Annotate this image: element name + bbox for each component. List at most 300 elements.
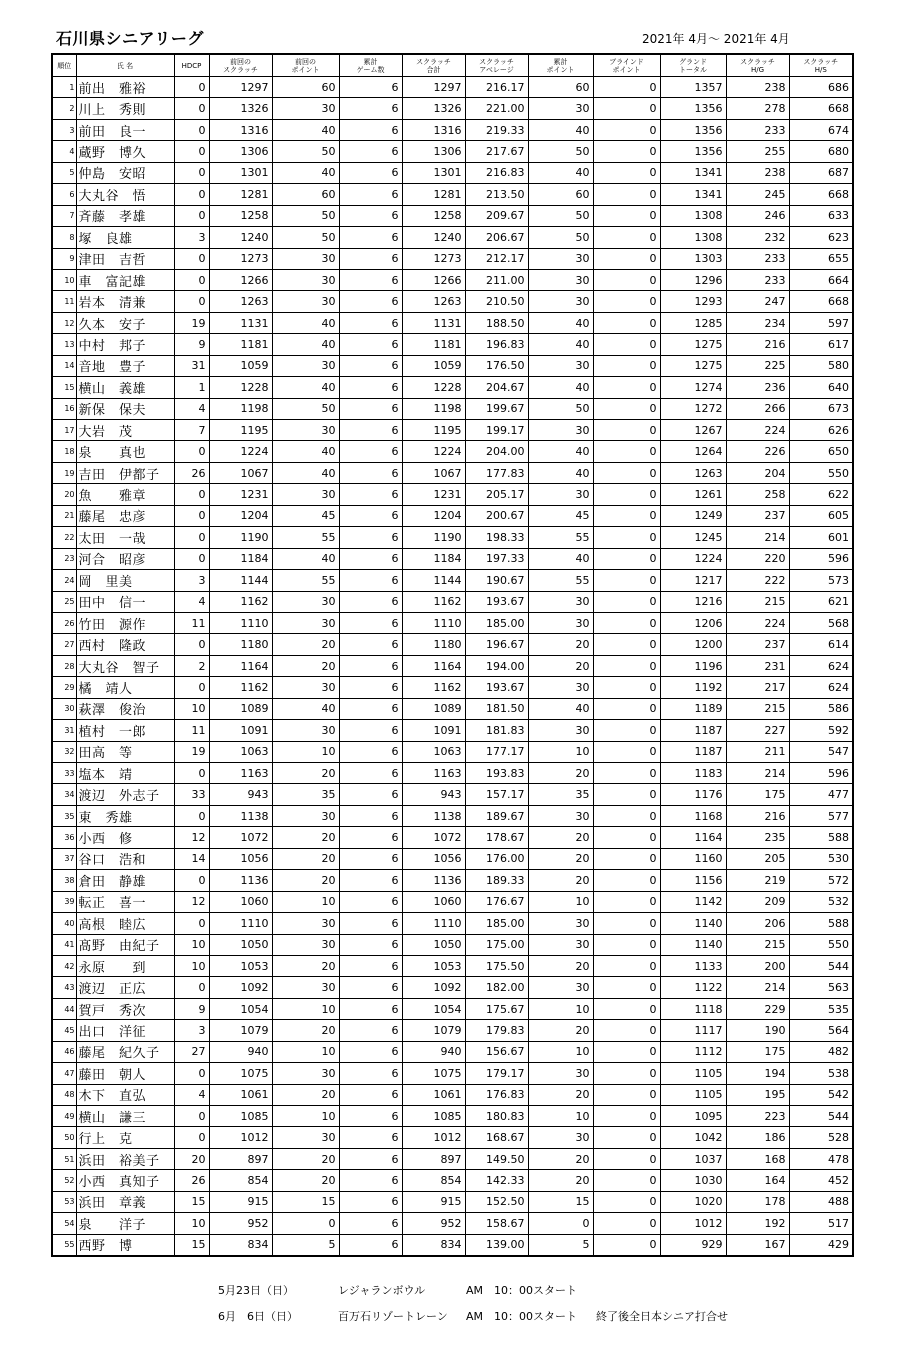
cell-scratch-hs: 564	[789, 1020, 853, 1041]
cell-scratch-average: 193.67	[465, 677, 528, 698]
cell-total-point: 20	[528, 870, 593, 891]
cell-hdcp: 0	[174, 98, 209, 119]
cell-name: 河合 昭彦	[76, 548, 174, 569]
cell-prev-scratch: 1184	[209, 548, 272, 569]
cell-scratch-hs: 568	[789, 612, 853, 633]
cell-total-games: 6	[339, 955, 402, 976]
cell-scratch-hg: 224	[726, 420, 789, 441]
period-label: 2021年 4月～ 2021年 4月	[642, 32, 790, 46]
cell-hdcp: 15	[174, 1191, 209, 1212]
cell-hdcp: 0	[174, 677, 209, 698]
cell-scratch-average: 175.00	[465, 934, 528, 955]
cell-scratch-average: 211.00	[465, 269, 528, 290]
cell-total-point: 55	[528, 527, 593, 548]
cell-scratch-average: 185.00	[465, 913, 528, 934]
cell-grand-total: 1118	[660, 998, 726, 1019]
cell-hdcp: 0	[174, 763, 209, 784]
cell-name: 横山 義雄	[76, 377, 174, 398]
cell-total-point: 20	[528, 848, 593, 869]
cell-total-point: 60	[528, 77, 593, 98]
cell-total-games: 6	[339, 1063, 402, 1084]
cell-scratch-hg: 258	[726, 484, 789, 505]
cell-prev-scratch: 1231	[209, 484, 272, 505]
cell-blind-point: 0	[593, 462, 660, 483]
cell-name: 倉田 静雄	[76, 870, 174, 891]
table-row	[52, 548, 853, 569]
cell-scratch-hs: 550	[789, 934, 853, 955]
cell-scratch-hg: 211	[726, 741, 789, 762]
cell-scratch-average: 197.33	[465, 548, 528, 569]
cell-name: 植村 一郎	[76, 720, 174, 741]
cell-prev-scratch: 1144	[209, 570, 272, 591]
cell-scratch-hs: 542	[789, 1084, 853, 1105]
cell-prev-scratch: 1240	[209, 227, 272, 248]
cell-name: 新保 保夫	[76, 398, 174, 419]
cell-total-point: 30	[528, 484, 593, 505]
cell-scratch-hs: 528	[789, 1127, 853, 1148]
cell-scratch-hs: 477	[789, 784, 853, 805]
table-row	[52, 698, 853, 719]
cell-name: 竹田 源作	[76, 612, 174, 633]
cell-scratch-average: 193.83	[465, 763, 528, 784]
cell-name: 太田 一哉	[76, 527, 174, 548]
cell-name: 渡辺 正広	[76, 977, 174, 998]
cell-total-games: 6	[339, 827, 402, 848]
cell-prev-scratch: 1060	[209, 891, 272, 912]
cell-scratch-hg: 178	[726, 1191, 789, 1212]
cell-total-point: 20	[528, 763, 593, 784]
cell-name: 川上 秀則	[76, 98, 174, 119]
cell-total-point: 5	[528, 1234, 593, 1256]
cell-rank: 15	[52, 377, 76, 398]
cell-scratch-hs: 623	[789, 227, 853, 248]
cell-scratch-total: 897	[402, 1148, 465, 1169]
cell-scratch-total: 943	[402, 784, 465, 805]
cell-scratch-hg: 227	[726, 720, 789, 741]
cell-blind-point: 0	[593, 1041, 660, 1062]
cell-total-games: 6	[339, 141, 402, 162]
cell-scratch-hs: 488	[789, 1191, 853, 1212]
cell-name: 田高 等	[76, 741, 174, 762]
cell-total-games: 6	[339, 377, 402, 398]
cell-scratch-hs: 650	[789, 441, 853, 462]
cell-grand-total: 1356	[660, 119, 726, 140]
table-row	[52, 1191, 853, 1212]
cell-hdcp: 0	[174, 805, 209, 826]
cell-hdcp: 20	[174, 1148, 209, 1169]
schedule-venue: 百万石リゾートレーン	[338, 1310, 448, 1323]
cell-blind-point: 0	[593, 291, 660, 312]
cell-scratch-hg: 195	[726, 1084, 789, 1105]
cell-total-games: 6	[339, 848, 402, 869]
cell-hdcp: 14	[174, 848, 209, 869]
cell-scratch-total: 1063	[402, 741, 465, 762]
cell-total-point: 40	[528, 312, 593, 333]
cell-name: 大岩 茂	[76, 420, 174, 441]
header-row	[52, 54, 853, 77]
table-row	[52, 312, 853, 333]
cell-rank: 22	[52, 527, 76, 548]
cell-rank: 51	[52, 1148, 76, 1169]
cell-name: 魚 雅章	[76, 484, 174, 505]
table-row	[52, 355, 853, 376]
cell-total-games: 6	[339, 934, 402, 955]
cell-scratch-total: 1266	[402, 269, 465, 290]
cell-blind-point: 0	[593, 441, 660, 462]
cell-name: 賀戸 秀次	[76, 998, 174, 1019]
cell-hdcp: 11	[174, 612, 209, 633]
cell-hdcp: 0	[174, 269, 209, 290]
cell-prev-point: 55	[272, 570, 339, 591]
cell-rank: 36	[52, 827, 76, 848]
cell-total-games: 6	[339, 1084, 402, 1105]
cell-prev-point: 60	[272, 77, 339, 98]
cell-total-games: 6	[339, 527, 402, 548]
cell-scratch-hs: 686	[789, 77, 853, 98]
cell-rank: 35	[52, 805, 76, 826]
cell-total-point: 10	[528, 998, 593, 1019]
cell-blind-point: 0	[593, 1170, 660, 1191]
cell-blind-point: 0	[593, 1127, 660, 1148]
cell-scratch-hg: 215	[726, 934, 789, 955]
cell-hdcp: 4	[174, 398, 209, 419]
cell-scratch-hs: 592	[789, 720, 853, 741]
cell-prev-scratch: 1162	[209, 677, 272, 698]
cell-scratch-hg: 237	[726, 505, 789, 526]
cell-prev-point: 30	[272, 805, 339, 826]
cell-scratch-average: 199.17	[465, 420, 528, 441]
cell-hdcp: 0	[174, 1127, 209, 1148]
cell-scratch-total: 1306	[402, 141, 465, 162]
table-row	[52, 398, 853, 419]
cell-prev-point: 20	[272, 1020, 339, 1041]
cell-prev-point: 45	[272, 505, 339, 526]
table-row	[52, 634, 853, 655]
cell-name: 東 秀雄	[76, 805, 174, 826]
cell-scratch-average: 196.67	[465, 634, 528, 655]
cell-scratch-average: 181.83	[465, 720, 528, 741]
cell-total-games: 6	[339, 1191, 402, 1212]
cell-total-point: 40	[528, 377, 593, 398]
cell-rank: 43	[52, 977, 76, 998]
cell-total-point: 20	[528, 634, 593, 655]
cell-hdcp: 0	[174, 484, 209, 505]
cell-prev-point: 20	[272, 655, 339, 676]
cell-rank: 6	[52, 184, 76, 205]
cell-blind-point: 0	[593, 784, 660, 805]
cell-grand-total: 1275	[660, 355, 726, 376]
cell-grand-total: 1142	[660, 891, 726, 912]
cell-total-point: 30	[528, 934, 593, 955]
cell-scratch-total: 1164	[402, 655, 465, 676]
cell-blind-point: 0	[593, 98, 660, 119]
cell-prev-point: 20	[272, 634, 339, 655]
table-row	[52, 184, 853, 205]
cell-scratch-average: 177.17	[465, 741, 528, 762]
cell-prev-scratch: 1059	[209, 355, 272, 376]
cell-hdcp: 12	[174, 891, 209, 912]
cell-hdcp: 33	[174, 784, 209, 805]
cell-total-point: 30	[528, 1127, 593, 1148]
cell-scratch-total: 1110	[402, 612, 465, 633]
table-row	[52, 1041, 853, 1062]
table-row	[52, 1020, 853, 1041]
table-row	[52, 98, 853, 119]
cell-grand-total: 1303	[660, 248, 726, 269]
cell-hdcp: 3	[174, 227, 209, 248]
cell-name: 藤尾 忠彦	[76, 505, 174, 526]
cell-blind-point: 0	[593, 955, 660, 976]
cell-scratch-hs: 596	[789, 548, 853, 569]
cell-rank: 37	[52, 848, 76, 869]
cell-prev-scratch: 1195	[209, 420, 272, 441]
cell-total-point: 40	[528, 462, 593, 483]
cell-scratch-hs: 601	[789, 527, 853, 548]
cell-scratch-total: 1231	[402, 484, 465, 505]
cell-prev-point: 30	[272, 677, 339, 698]
cell-name: 久本 安子	[76, 312, 174, 333]
cell-scratch-average: 213.50	[465, 184, 528, 205]
cell-total-point: 40	[528, 548, 593, 569]
cell-scratch-total: 1301	[402, 162, 465, 183]
cell-prev-scratch: 897	[209, 1148, 272, 1169]
cell-total-games: 6	[339, 312, 402, 333]
cell-scratch-average: 175.67	[465, 998, 528, 1019]
cell-scratch-average: 216.83	[465, 162, 528, 183]
cell-total-point: 40	[528, 162, 593, 183]
cell-scratch-total: 1067	[402, 462, 465, 483]
cell-total-games: 6	[339, 612, 402, 633]
cell-grand-total: 1293	[660, 291, 726, 312]
cell-scratch-hg: 238	[726, 77, 789, 98]
cell-prev-scratch: 1061	[209, 1084, 272, 1105]
header-scratch-average: スクラッチ アベレージ	[465, 54, 528, 77]
cell-grand-total: 1012	[660, 1213, 726, 1234]
cell-prev-point: 30	[272, 291, 339, 312]
cell-name: 浜田 裕美子	[76, 1148, 174, 1169]
cell-name: 行上 克	[76, 1127, 174, 1148]
cell-scratch-hg: 215	[726, 698, 789, 719]
cell-total-games: 6	[339, 420, 402, 441]
table-row	[52, 462, 853, 483]
cell-rank: 44	[52, 998, 76, 1019]
cell-total-games: 6	[339, 677, 402, 698]
cell-grand-total: 1261	[660, 484, 726, 505]
cell-scratch-average: 189.33	[465, 870, 528, 891]
cell-blind-point: 0	[593, 269, 660, 290]
cell-scratch-average: 193.67	[465, 591, 528, 612]
cell-scratch-total: 1092	[402, 977, 465, 998]
cell-scratch-average: 209.67	[465, 205, 528, 226]
cell-blind-point: 0	[593, 591, 660, 612]
cell-scratch-hg: 200	[726, 955, 789, 976]
cell-total-point: 20	[528, 1020, 593, 1041]
cell-name: 橘 靖人	[76, 677, 174, 698]
cell-scratch-total: 1072	[402, 827, 465, 848]
cell-scratch-average: 180.83	[465, 1106, 528, 1127]
cell-prev-point: 40	[272, 462, 339, 483]
cell-hdcp: 0	[174, 184, 209, 205]
cell-hdcp: 11	[174, 720, 209, 741]
cell-total-point: 30	[528, 677, 593, 698]
cell-rank: 38	[52, 870, 76, 891]
cell-scratch-total: 1060	[402, 891, 465, 912]
table-row	[52, 570, 853, 591]
cell-prev-scratch: 1163	[209, 763, 272, 784]
cell-blind-point: 0	[593, 634, 660, 655]
cell-hdcp: 0	[174, 870, 209, 891]
cell-scratch-average: 200.67	[465, 505, 528, 526]
table-row	[52, 934, 853, 955]
cell-rank: 34	[52, 784, 76, 805]
cell-prev-point: 60	[272, 184, 339, 205]
cell-scratch-hg: 245	[726, 184, 789, 205]
cell-total-games: 6	[339, 441, 402, 462]
cell-scratch-total: 1061	[402, 1084, 465, 1105]
cell-grand-total: 1030	[660, 1170, 726, 1191]
cell-total-games: 6	[339, 720, 402, 741]
cell-scratch-average: 221.00	[465, 98, 528, 119]
cell-prev-scratch: 943	[209, 784, 272, 805]
cell-scratch-hs: 573	[789, 570, 853, 591]
cell-name: 仲島 安昭	[76, 162, 174, 183]
cell-scratch-hs: 588	[789, 827, 853, 848]
cell-scratch-hg: 194	[726, 1063, 789, 1084]
cell-rank: 54	[52, 1213, 76, 1234]
cell-prev-point: 40	[272, 312, 339, 333]
cell-scratch-hg: 229	[726, 998, 789, 1019]
cell-hdcp: 9	[174, 998, 209, 1019]
cell-scratch-hg: 215	[726, 591, 789, 612]
header-scratch-total: スクラッチ 合計	[402, 54, 465, 77]
cell-scratch-total: 1079	[402, 1020, 465, 1041]
cell-hdcp: 7	[174, 420, 209, 441]
cell-hdcp: 19	[174, 312, 209, 333]
cell-prev-scratch: 1054	[209, 998, 272, 1019]
cell-hdcp: 0	[174, 527, 209, 548]
ranking-table	[51, 53, 854, 1257]
cell-blind-point: 0	[593, 677, 660, 698]
cell-name: 大丸谷 悟	[76, 184, 174, 205]
cell-scratch-average: 198.33	[465, 527, 528, 548]
cell-name: 横山 謙三	[76, 1106, 174, 1127]
cell-total-point: 30	[528, 1063, 593, 1084]
cell-scratch-hg: 167	[726, 1234, 789, 1256]
cell-total-point: 40	[528, 119, 593, 140]
table-row	[52, 591, 853, 612]
cell-scratch-hs: 535	[789, 998, 853, 1019]
cell-total-games: 6	[339, 548, 402, 569]
cell-prev-scratch: 1012	[209, 1127, 272, 1148]
cell-scratch-total: 854	[402, 1170, 465, 1191]
cell-rank: 33	[52, 763, 76, 784]
cell-total-point: 60	[528, 184, 593, 205]
cell-grand-total: 1267	[660, 420, 726, 441]
cell-name: 西野 博	[76, 1234, 174, 1256]
table-row	[52, 784, 853, 805]
table-row	[52, 1148, 853, 1169]
cell-hdcp: 0	[174, 505, 209, 526]
cell-rank: 49	[52, 1106, 76, 1127]
cell-blind-point: 0	[593, 720, 660, 741]
cell-prev-point: 50	[272, 227, 339, 248]
cell-scratch-hs: 680	[789, 141, 853, 162]
cell-name: 浜田 章義	[76, 1191, 174, 1212]
cell-total-games: 6	[339, 227, 402, 248]
cell-scratch-hs: 674	[789, 119, 853, 140]
cell-blind-point: 0	[593, 805, 660, 826]
cell-prev-point: 30	[272, 248, 339, 269]
cell-prev-point: 30	[272, 1127, 339, 1148]
cell-name: 藤田 朝人	[76, 1063, 174, 1084]
table-row	[52, 527, 853, 548]
cell-scratch-average: 178.67	[465, 827, 528, 848]
cell-hdcp: 0	[174, 141, 209, 162]
cell-prev-scratch: 1063	[209, 741, 272, 762]
cell-scratch-hs: 633	[789, 205, 853, 226]
header-name: 氏 名	[76, 54, 174, 77]
cell-scratch-average: 176.83	[465, 1084, 528, 1105]
cell-hdcp: 26	[174, 1170, 209, 1191]
cell-scratch-hg: 190	[726, 1020, 789, 1041]
cell-scratch-total: 915	[402, 1191, 465, 1212]
cell-prev-point: 20	[272, 848, 339, 869]
cell-prev-point: 40	[272, 334, 339, 355]
cell-blind-point: 0	[593, 698, 660, 719]
cell-scratch-average: 158.67	[465, 1213, 528, 1234]
cell-blind-point: 0	[593, 162, 660, 183]
cell-blind-point: 0	[593, 141, 660, 162]
cell-scratch-total: 1228	[402, 377, 465, 398]
cell-grand-total: 1196	[660, 655, 726, 676]
cell-blind-point: 0	[593, 827, 660, 848]
cell-rank: 53	[52, 1191, 76, 1212]
cell-scratch-average: 181.50	[465, 698, 528, 719]
cell-total-point: 50	[528, 205, 593, 226]
cell-prev-point: 20	[272, 763, 339, 784]
cell-name: 西村 隆政	[76, 634, 174, 655]
cell-scratch-hg: 225	[726, 355, 789, 376]
cell-rank: 17	[52, 420, 76, 441]
cell-total-games: 6	[339, 484, 402, 505]
cell-scratch-average: 149.50	[465, 1148, 528, 1169]
table-row	[52, 377, 853, 398]
table-row	[52, 1127, 853, 1148]
cell-total-point: 30	[528, 291, 593, 312]
cell-rank: 48	[52, 1084, 76, 1105]
cell-scratch-hs: 668	[789, 291, 853, 312]
cell-prev-point: 40	[272, 548, 339, 569]
cell-scratch-total: 1180	[402, 634, 465, 655]
cell-prev-scratch: 1085	[209, 1106, 272, 1127]
cell-scratch-total: 1163	[402, 763, 465, 784]
cell-scratch-hg: 232	[726, 227, 789, 248]
cell-prev-point: 30	[272, 591, 339, 612]
cell-prev-point: 10	[272, 741, 339, 762]
table-row	[52, 720, 853, 741]
cell-prev-point: 40	[272, 119, 339, 140]
cell-blind-point: 0	[593, 1191, 660, 1212]
cell-scratch-total: 1326	[402, 98, 465, 119]
cell-grand-total: 1140	[660, 934, 726, 955]
cell-scratch-hg: 219	[726, 870, 789, 891]
cell-prev-scratch: 1181	[209, 334, 272, 355]
cell-scratch-hs: 572	[789, 870, 853, 891]
cell-prev-point: 30	[272, 977, 339, 998]
cell-rank: 47	[52, 1063, 76, 1084]
cell-prev-scratch: 1079	[209, 1020, 272, 1041]
cell-prev-point: 30	[272, 269, 339, 290]
